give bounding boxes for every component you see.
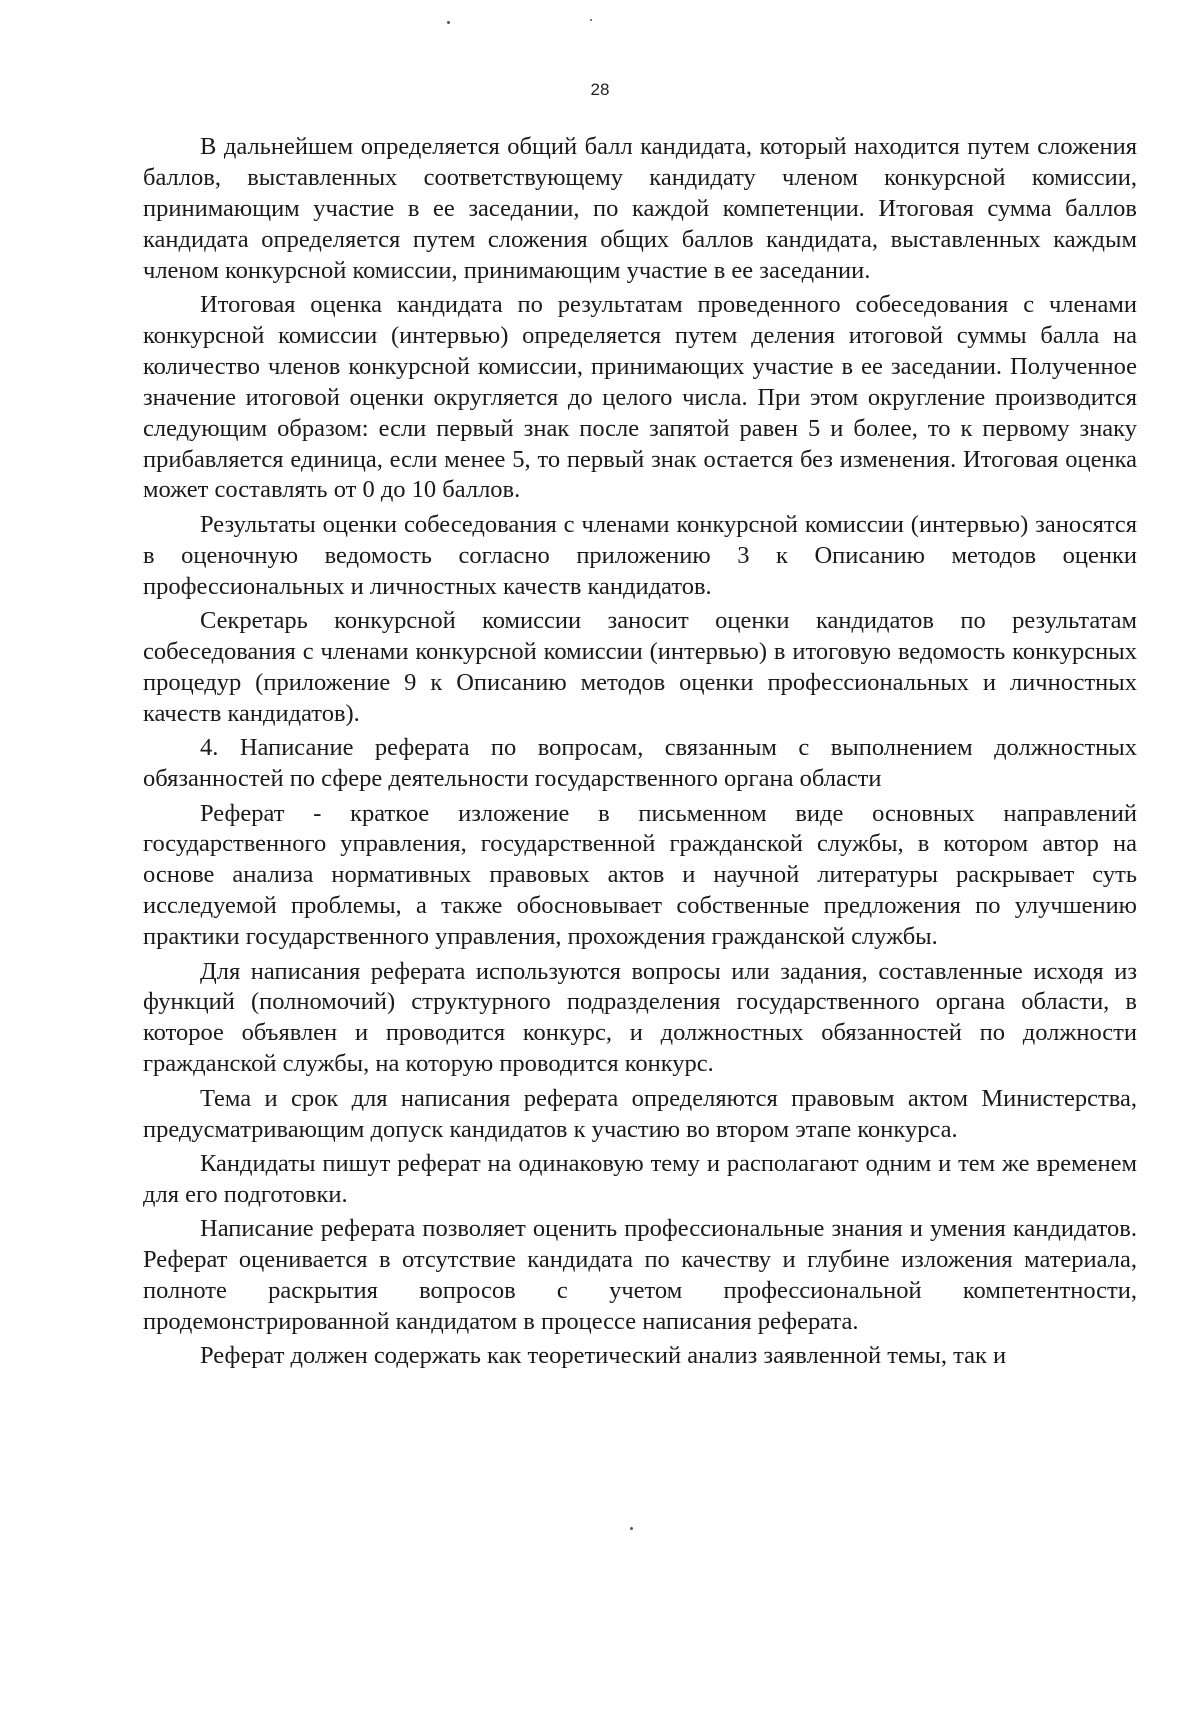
paragraph: Для написания реферата используются вопросы или задания, составленные исходя из функций (полномочий) структурного подразделения государственного органа области, в которое объявлен и проводится конкурс, и должностных обязанностей по должности гражданской службы, на которую проводится конкурс. [143,957,1137,1078]
paragraph: Написание реферата позволяет оценить профессиональные знания и умения кандидатов. Реферат оценивается в отсутствие кандидата по качеству и глубине изложения материала, полноте раскрытия вопросов с учетом профессиональной компетентности, продемонстрированной кандидатом в процессе написания реферата. [143,1215,1137,1336]
paragraph: В дальнейшем определяется общий балл кандидата, который находится путем сложения баллов, выставленных соответствующему кандидату членом конкурсной комиссии, принимающим участие в ее заседании, по каждой компетенции. Итоговая сумма баллов кандидата определяется путем сложения общих баллов кандидата, выставленных каждым членом конкурсной комиссии, принимающим участие в ее заседании. [143,133,1137,284]
scan-artifact [590,19,592,21]
scan-artifact [630,1527,633,1530]
scan-artifact [447,21,450,24]
document-body [143,132,1137,1376]
paragraph: Тема и срок для написания реферата определяются правовым актом Министерства, предусматривающим допуск кандидатов к участию во втором этапе конкурса. [143,1084,1137,1143]
section-heading: 4. Написание реферата по вопросам, связанным с выполнением должностных обязанностей по сфере деятельности государственного органа области [143,734,1137,793]
paragraph: Секретарь конкурсной комиссии заносит оценки кандидатов по результатам собеседования с членами конкурсной комиссии (интервью) в итоговую ведомость конкурсных процедур (приложение 9 к Описанию методов оценки профессиональных и личностных качеств кандидатов). [143,607,1137,727]
paragraph: Результаты оценки собеседования с членами конкурсной комиссии (интервью) заносятся в оценочную ведомость согласно приложению 3 к Описанию методов оценки профессиональных и личностных качеств кандидатов. [143,510,1137,600]
paragraph: Итоговая оценка кандидата по результатам проведенного собеседования с членами конкурсной комиссии (интервью) определяется путем деления итоговой суммы балла на количество членов конкурсной комиссии, принимающих участие в ее заседании. Полученное значение итоговой оценки округляется до целого числа. При этом округление производится следующим образом: если первый знак после запятой равен 5 и более, то к первому знаку прибавляется единица, если менее 5, то первый знак остается без изменения. Итоговая оценка может составлять от 0 до 10 баллов. [143,291,1137,504]
paragraph: Кандидаты пишут реферат на одинаковую тему и располагают одним и тем же временем для его подготовки. [143,1150,1137,1208]
paragraph: Реферат - краткое изложение в письменном виде основных направлений государственного управления, государственной гражданской службы, в котором автор на основе анализа нормативных правовых актов и научной литературы раскрывает суть исследуемой проблемы, а также обосновывает собственные предложения по улучшению практики государственного управления, прохождения гражданской службы. [143,799,1137,951]
page-number: 28 [590,80,610,99]
paragraph: Реферат должен содержать как теоретический анализ заявленной темы, так и [200,1342,1007,1370]
